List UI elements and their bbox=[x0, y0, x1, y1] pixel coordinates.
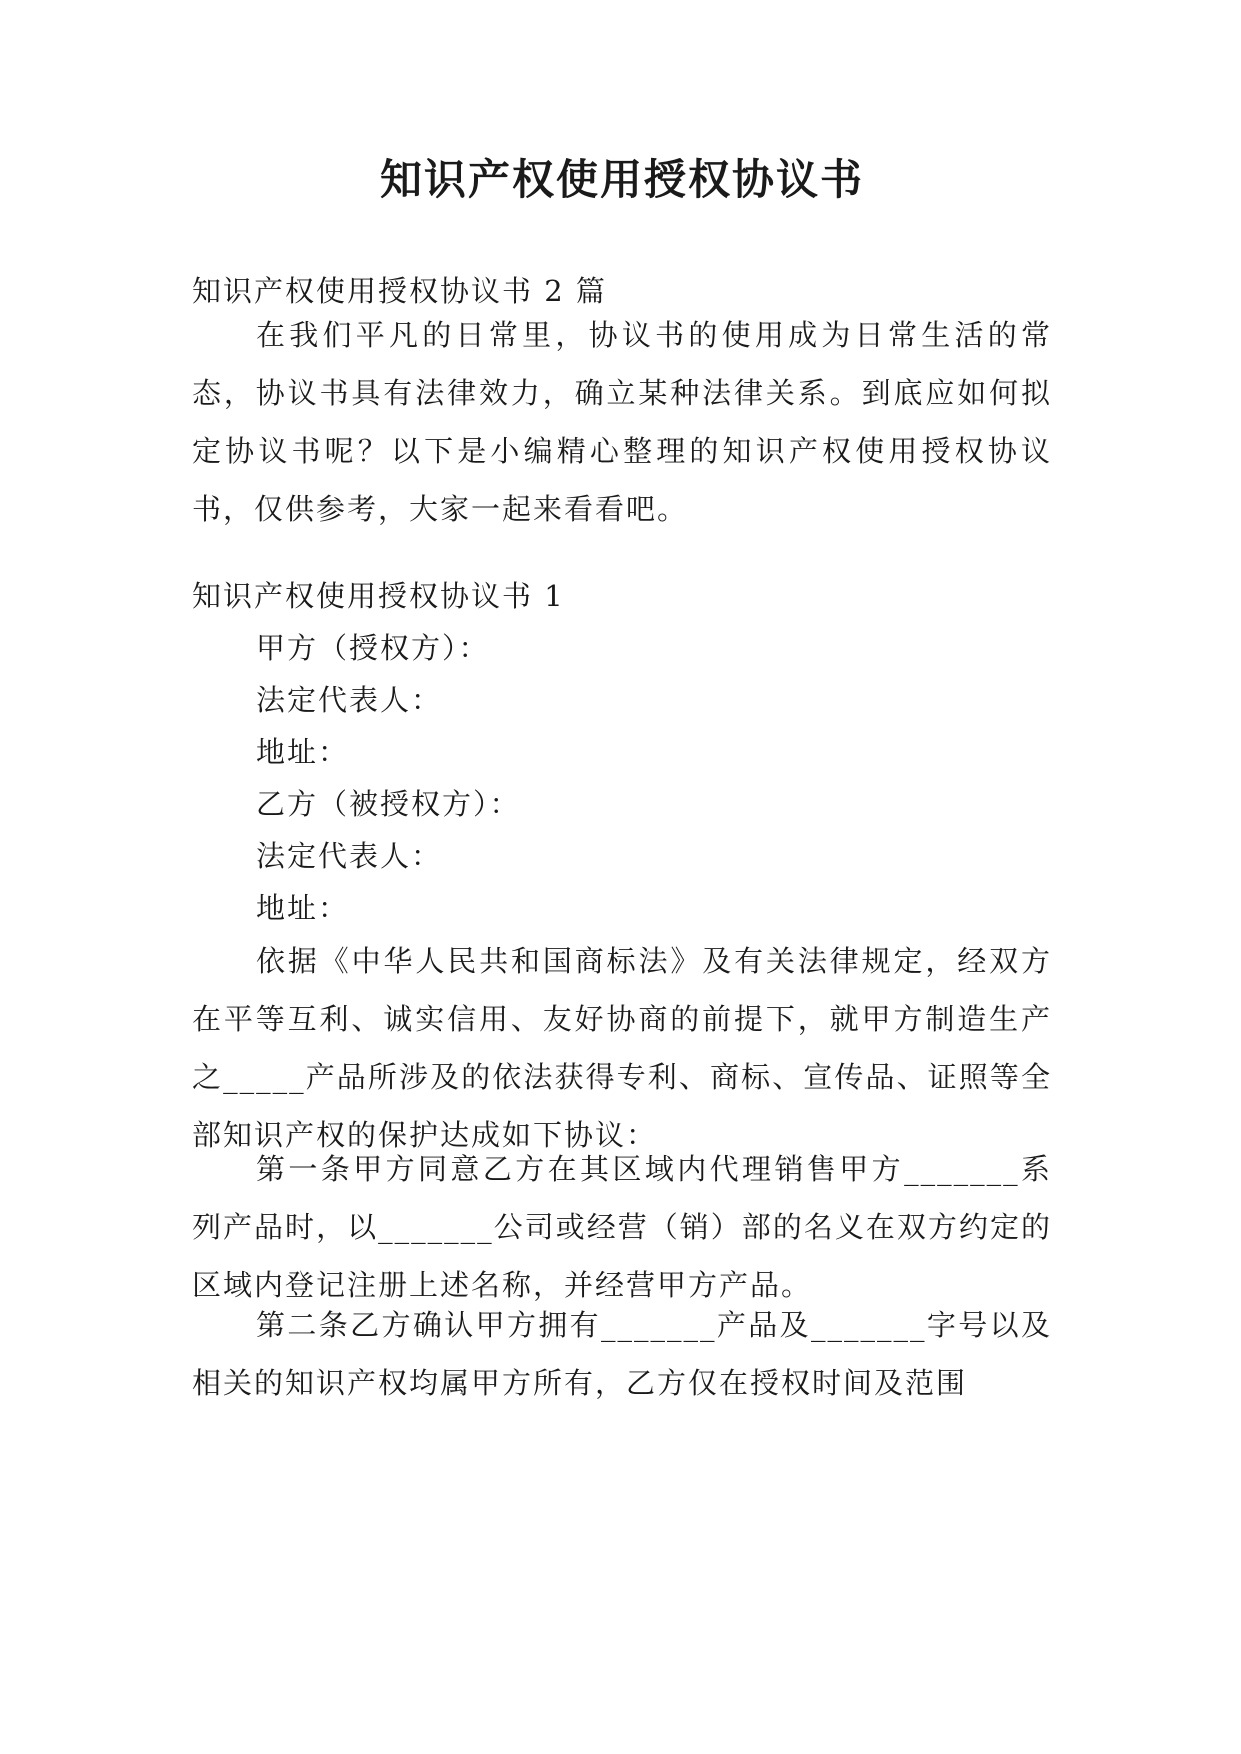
preamble-paragraph: 依据《中华人民共和国商标法》及有关法律规定，经双方在平等互利、诚实信用、友好协商的前提下，就甲方制造生产之_____产品所涉及的依法获得专利、商标、宣传品、证照等全部知识产权的保护达成如下协议： bbox=[192, 944, 1052, 1152]
intro-paragraph: 在我们平凡的日常里，协议书的使用成为日常生活的常态，协议书具有法律效力，确立某种法律关系。到底应如何拟定协议书呢？以下是小编精心整理的知识产权使用授权协议书，仅供参考，大家一起来看看吧。 bbox=[192, 318, 1052, 526]
document-subtitle: 知识产权使用授权协议书 2 篇 bbox=[192, 274, 607, 308]
section-heading: 知识产权使用授权协议书 1 bbox=[192, 579, 565, 613]
party-b-address-label: 地址： bbox=[256, 891, 350, 925]
party-b-label: 乙方（被授权方）： bbox=[256, 787, 521, 821]
party-a-label: 甲方（授权方）： bbox=[256, 631, 490, 665]
party-a-address-label: 地址： bbox=[256, 735, 350, 769]
article-2-paragraph: 第二条乙方确认甲方拥有_______产品及_______字号以及相关的知识产权均属甲方所有，乙方仅在授权时间及范围 bbox=[192, 1308, 1052, 1400]
document-title: 知识产权使用授权协议书 bbox=[379, 155, 864, 204]
party-a-representative-label: 法定代表人： bbox=[256, 683, 443, 717]
article-1-paragraph: 第一条甲方同意乙方在其区域内代理销售甲方_______系列产品时，以_______公司或经营（销）部的名义在双方约定的区域内登记注册上述名称，并经营甲方产品。 bbox=[192, 1152, 1052, 1302]
party-b-representative-label: 法定代表人： bbox=[256, 839, 443, 873]
